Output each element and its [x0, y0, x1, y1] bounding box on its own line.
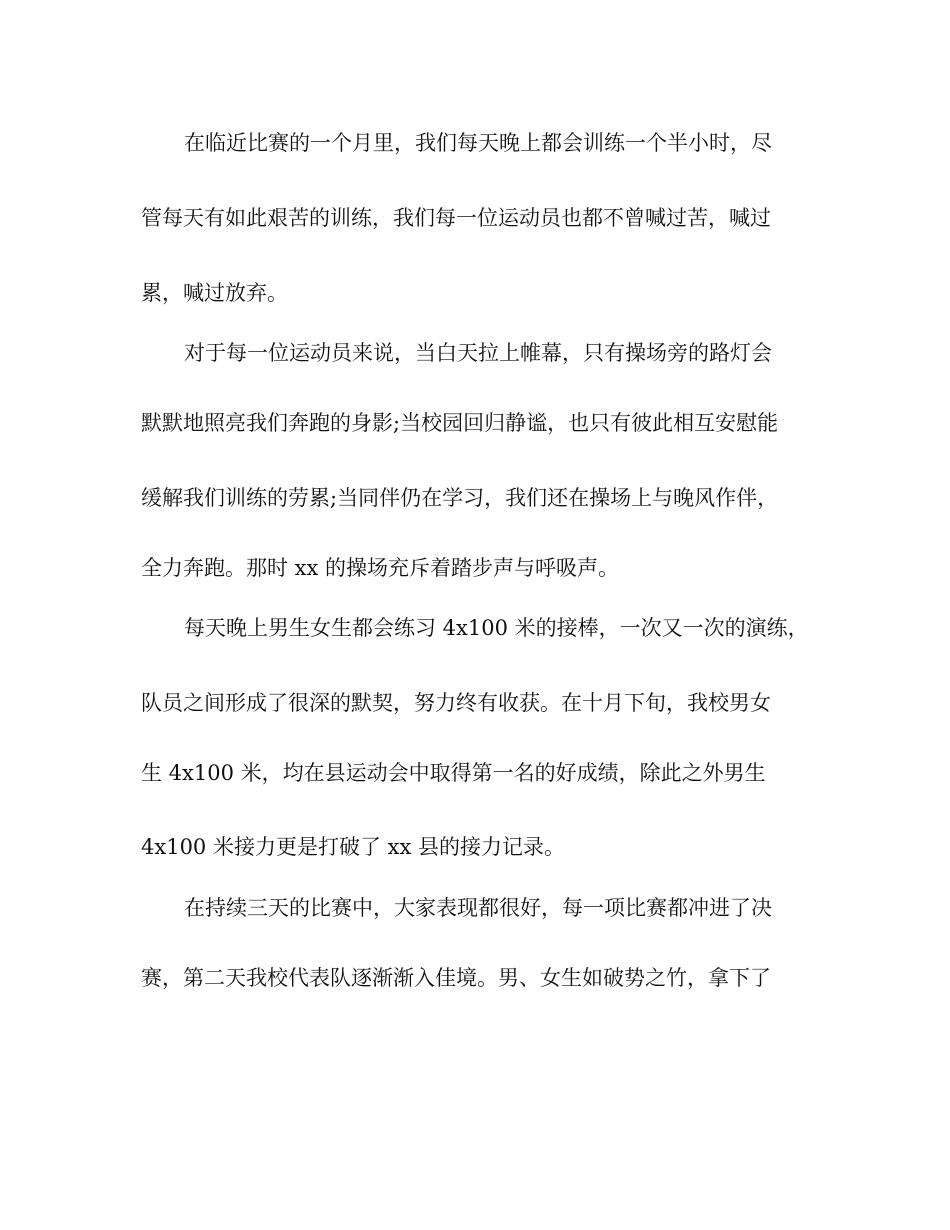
paragraph-2-line-1: 对于每一位运动员来说，当白天拉上帷幕，只有操场旁的路灯会: [184, 341, 772, 365]
paragraph-3-line-3: 生 4x100 米，均在县运动会中取得第一名的好成绩，除此之外男生: [141, 761, 766, 785]
paragraph-3-line-4: 4x100 米接力更是打破了 xx 县的接力记录。: [141, 835, 565, 859]
paragraph-1-line-2: 管每天有如此艰苦的训练，我们每一位运动员也都不曾喊过苦，喊过: [141, 206, 771, 230]
paragraph-2-line-4: 全力奔跑。那时 xx 的操场充斥着踏步声与呼吸声。: [141, 556, 620, 580]
paragraph-3-line-1: 每天晚上男生女生都会练习 4x100 米的接棒，一次又一次的演练，: [184, 616, 809, 640]
paragraph-2-line-2: 默默地照亮我们奔跑的身影;当校园回归静谧，也只有彼此相互安慰能: [141, 411, 779, 435]
paragraph-3-line-2: 队员之间形成了很深的默契，努力终有收获。在十月下旬，我校男女: [141, 691, 771, 715]
paragraph-4-line-2: 赛，第二天我校代表队逐渐渐入佳境。男、女生如破势之竹，拿下了: [141, 966, 771, 990]
paragraph-4-line-1: 在持续三天的比赛中，大家表现都很好，每一项比赛都冲进了决: [184, 896, 772, 920]
paragraph-1-line-3: 累，喊过放弃。: [141, 281, 288, 305]
paragraph-2-line-3: 缓解我们训练的劳累;当同伴仍在学习，我们还在操场上与晚风作伴，: [141, 486, 779, 510]
paragraph-1-line-1: 在临近比赛的一个月里，我们每天晚上都会训练一个半小时，尽: [184, 131, 772, 155]
